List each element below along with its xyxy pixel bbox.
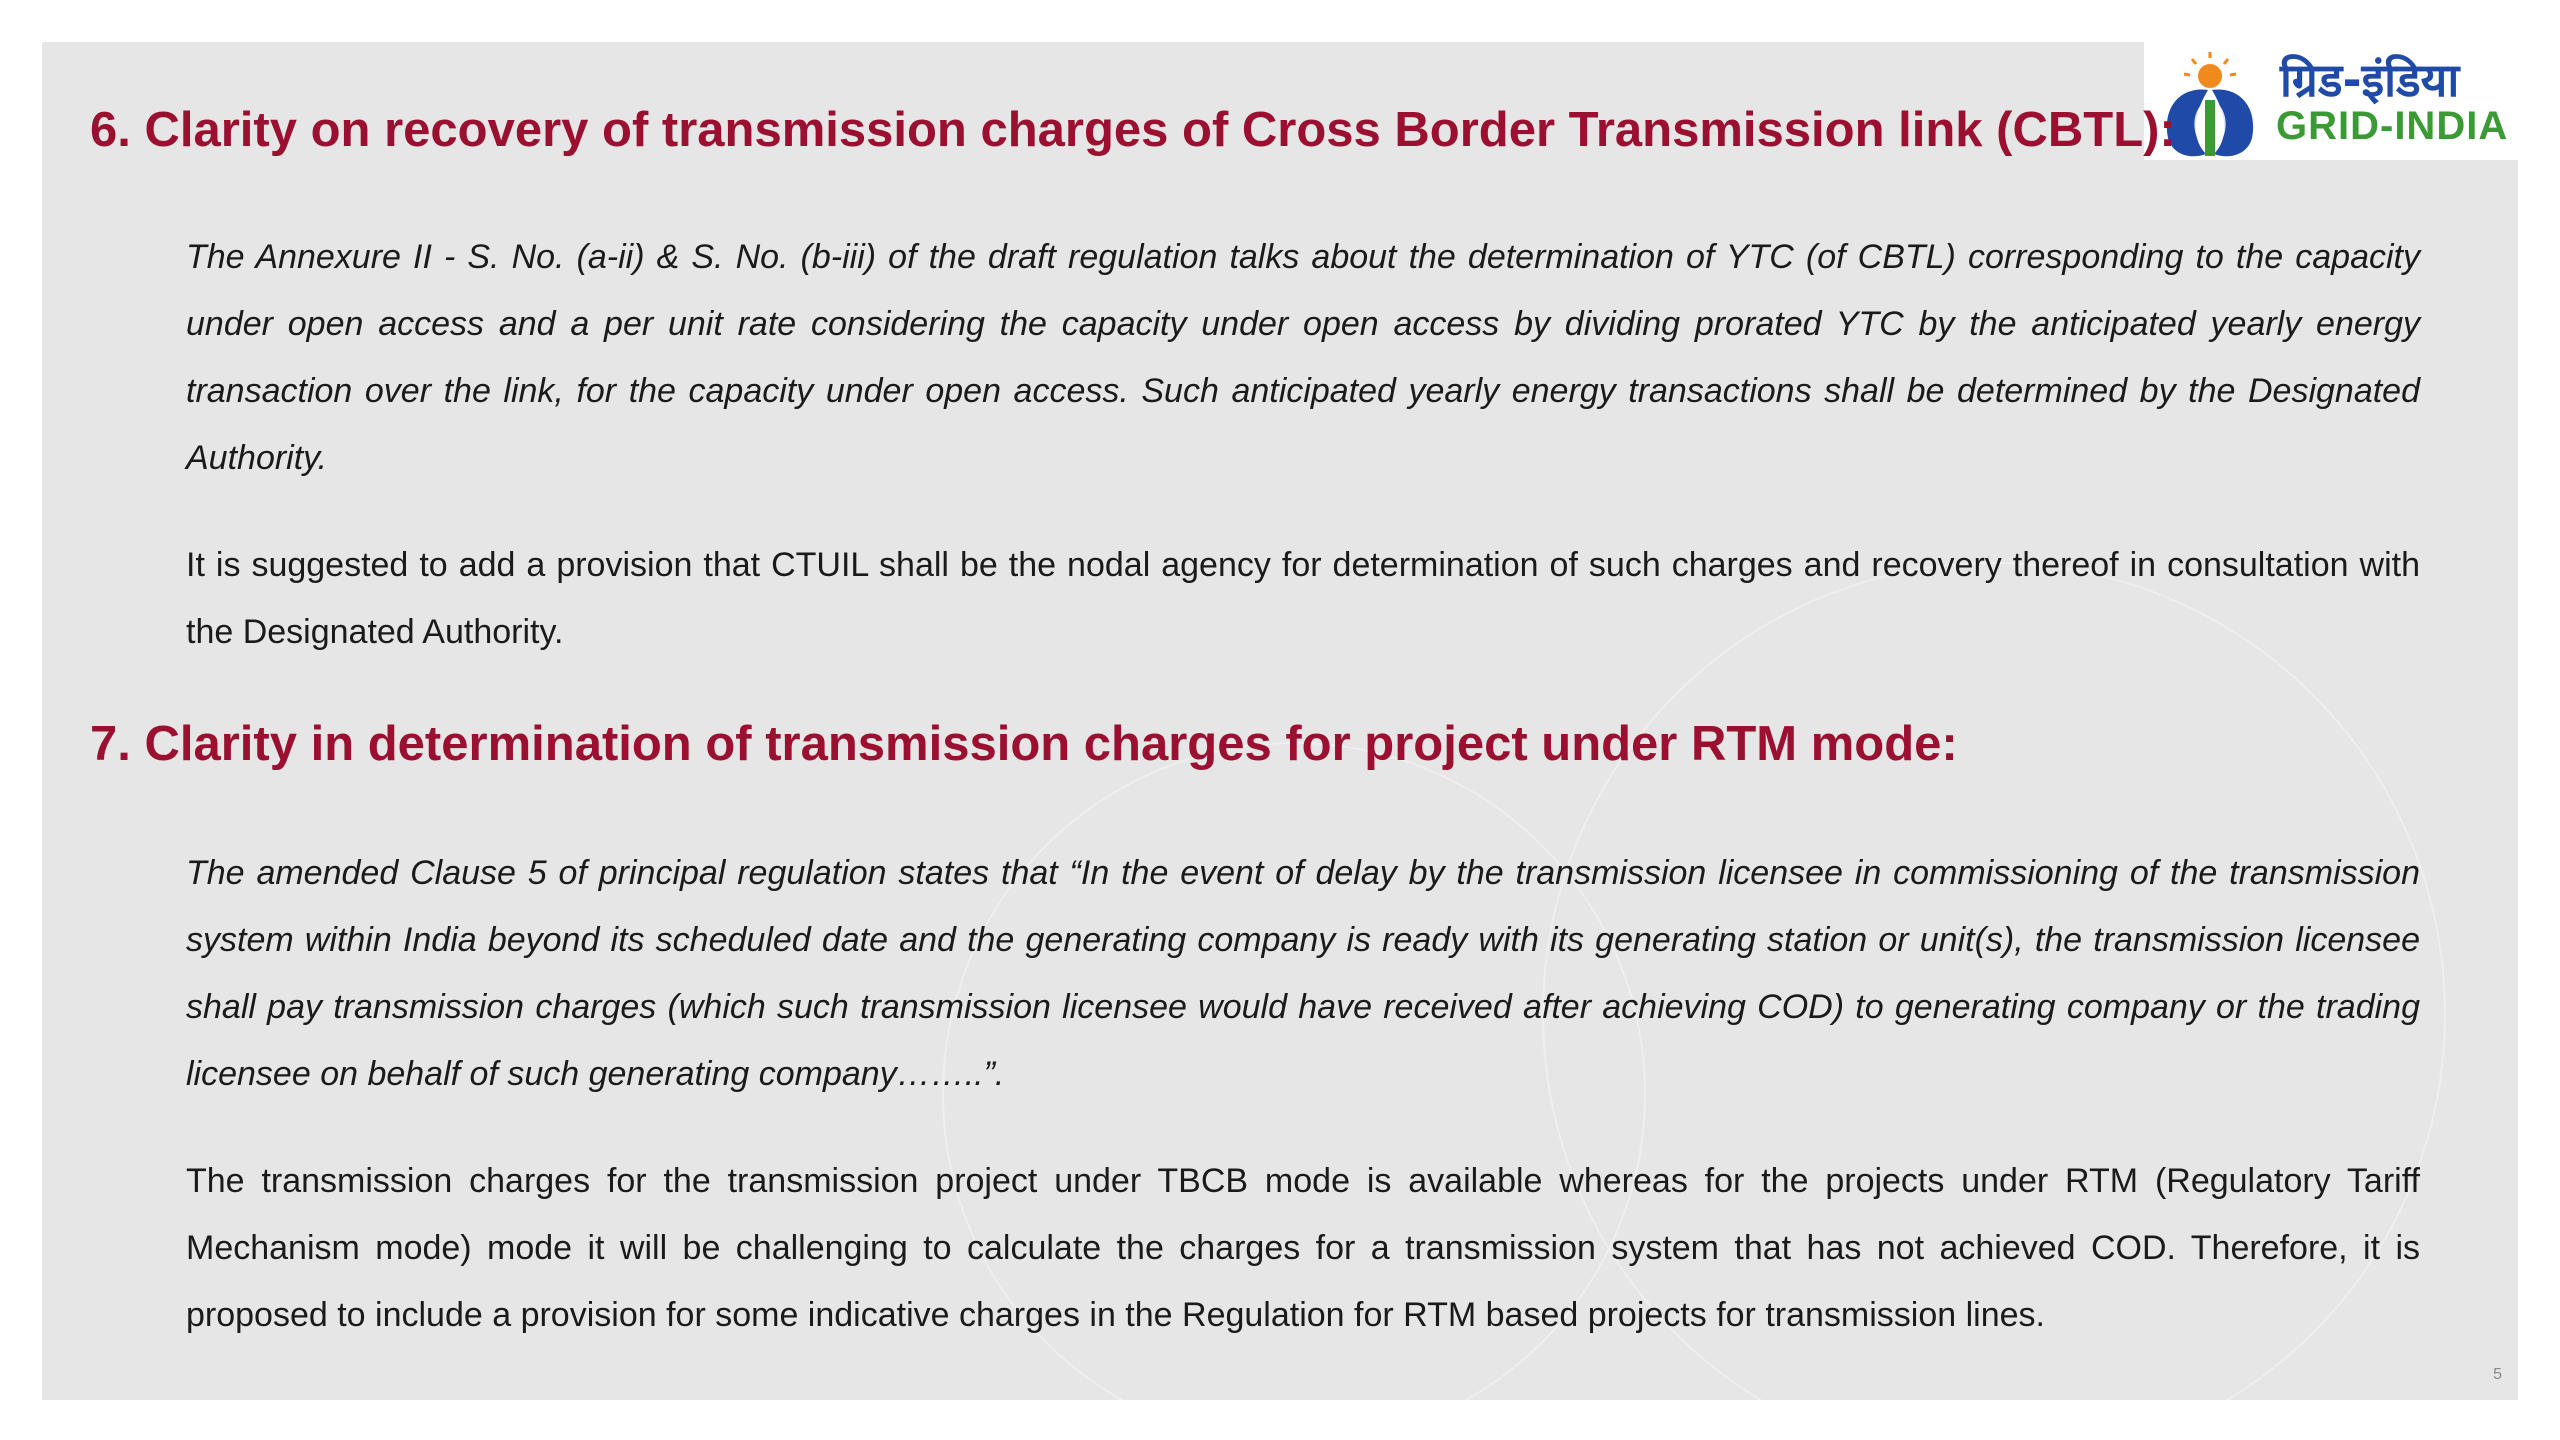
logo-english-text: GRID-INDIA: [2276, 104, 2509, 148]
slide: [42, 42, 2518, 1400]
section-6-heading: 6. Clarity on recovery of transmission charges of Cross Border Transmission link (CBTL):: [90, 103, 2176, 157]
logo-hindi-text: ग्रिड-इंडिया: [2280, 53, 2460, 107]
section-7-heading: 7. Clarity in determination of transmission charges for project under RTM mode:: [90, 717, 1958, 771]
section-6-quote: The Annexure II - S. No. (a-ii) & S. No. (b-iii) of the draft regulation talks about the determination of YTC (of CBTL) corresponding to the capacity under open access and a per unit rate considering the capacity under open access by dividing prorated YTC by the anticipated yearly energy transaction over the link, for the capacity under open access. Such anticipated yearly energy transactions shall be determined by the Designated Authority.: [186, 238, 2420, 477]
grid-india-logo: [2144, 42, 2518, 160]
section-7-quote: The amended Clause 5 of principal regulation states that “In the event of delay by the transmission licensee in commissioning of the transmission system within India beyond its scheduled date and the generating company is ready with its generating station or unit(s), the transmission licensee shall pay transmission charges (which such transmission licensee would have received after achieving COD) to generating company or the trading licensee on behalf of such generating company……..”.: [186, 854, 2420, 1093]
page-number: 5: [2493, 1366, 2502, 1383]
section-7-suggestion: The transmission charges for the transmission project under TBCB mode is available whereas for the projects under RTM (Regulatory Tariff Mechanism mode) mode it will be challenging to calculate the charges for a transmission system that has not achieved COD. Therefore, it is proposed to include a provision for some indicative charges in the Regulation for RTM based projects for transmission lines.: [186, 1162, 2420, 1334]
section-6-suggestion: It is suggested to add a provision that CTUIL shall be the nodal agency for determination of such charges and recovery thereof in consultation with the Designated Authority.: [186, 546, 2420, 651]
